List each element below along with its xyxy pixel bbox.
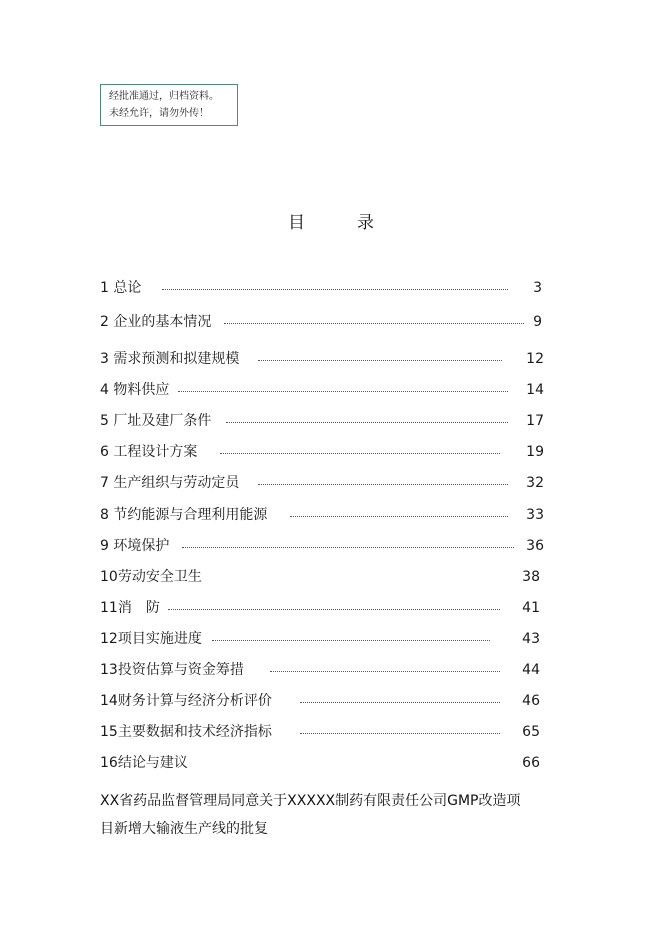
toc-entry-label: 5 厂址及建厂条件 (100, 413, 212, 429)
toc-entry-page: 14 (526, 382, 544, 398)
toc-leader-dots (168, 609, 500, 610)
title-char-2: 录 (357, 213, 374, 233)
toc-entry-label: 12项目实施进度 (100, 631, 202, 647)
toc-entry-label: 9 环境保护 (100, 538, 170, 554)
toc-leader-dots (162, 289, 508, 290)
toc-leader-dots (258, 360, 502, 361)
toc-entry-page: 33 (526, 507, 544, 523)
approval-notice-box (100, 84, 238, 126)
toc-entry[interactable] (100, 691, 546, 711)
toc-entry-page: 12 (526, 351, 544, 367)
toc-entry-label: 6 工程设计方案 (100, 444, 198, 460)
toc-entry-page: 9 (533, 314, 542, 330)
toc-entry[interactable] (100, 598, 546, 618)
toc-leader-dots (300, 702, 500, 703)
toc-leader-dots (178, 391, 508, 392)
toc-entry-page: 66 (522, 755, 540, 771)
toc-entry-label: 4 物料供应 (100, 382, 170, 398)
toc-entry-label: 16结论与建议 (100, 755, 188, 771)
toc-leader-dots (300, 733, 500, 734)
toc-leader-dots (226, 422, 508, 423)
toc-entry-label: 15主要数据和技术经济指标 (100, 724, 272, 740)
toc-entry-label: 10劳动安全卫生 (100, 569, 202, 585)
toc-entry[interactable] (100, 629, 546, 649)
toc-entry[interactable] (100, 380, 546, 400)
toc-entry-page: 36 (526, 538, 544, 554)
toc-entry-label: 13投资估算与资金筹措 (100, 662, 244, 678)
toc-entry[interactable] (100, 349, 546, 369)
toc-entry-page: 65 (522, 724, 540, 740)
toc-entry[interactable] (100, 473, 546, 493)
toc-entry-page: 19 (526, 444, 544, 460)
toc-entry-label: 11消 防 (100, 600, 160, 616)
title-char-1: 目 (288, 213, 305, 233)
approval-reference-line-1: XX省药品监督管理局同意关于XXXXX制药有限责任公司GMP改造项 (100, 793, 521, 809)
toc-entry[interactable] (100, 722, 546, 742)
toc-entry-page: 41 (522, 600, 540, 616)
toc-entry[interactable] (100, 442, 546, 462)
toc-entry-label: 3 需求预测和拟建规模 (100, 351, 240, 367)
toc-leader-dots (212, 640, 490, 641)
toc-leader-dots (182, 547, 514, 548)
toc-entry-label: 7 生产组织与劳动定员 (100, 475, 240, 491)
toc-entry[interactable] (100, 411, 546, 431)
toc-entry-page: 38 (522, 569, 540, 585)
notice-line-2: 未经允许，请勿外传！ (109, 108, 209, 119)
approval-reference (100, 787, 570, 843)
toc-entry[interactable] (100, 567, 546, 587)
toc-entry-page: 43 (522, 631, 540, 647)
toc-entry[interactable] (100, 660, 546, 680)
toc-entry-page: 17 (526, 413, 544, 429)
toc-entry-label: 1 总论 (100, 280, 142, 296)
toc-entry[interactable] (100, 505, 546, 525)
toc-entry-label: 14财务计算与经济分析评价 (100, 693, 272, 709)
toc-leader-dots (290, 516, 508, 517)
toc-leader-dots (220, 453, 500, 454)
toc-entry[interactable] (100, 536, 546, 556)
toc-entry-label: 2 企业的基本情况 (100, 314, 212, 330)
toc-entry[interactable] (100, 312, 546, 332)
notice-line-1: 经批准通过，归档资料。 (109, 91, 219, 102)
toc-leader-dots (234, 578, 500, 579)
toc-leader-dots (270, 671, 500, 672)
toc-entry-label: 8 节约能源与合理利用能源 (100, 507, 268, 523)
toc-entry-page: 3 (533, 280, 542, 296)
toc-entry-page: 46 (522, 693, 540, 709)
toc-leader-dots (200, 764, 500, 765)
toc-entry-page: 44 (522, 662, 540, 678)
toc-leader-dots (258, 484, 508, 485)
toc-entry-page: 32 (526, 475, 544, 491)
toc-leader-dots (224, 323, 524, 324)
approval-reference-line-2: 目新增大输液生产线的批复 (100, 821, 268, 837)
toc-entry[interactable] (100, 278, 546, 298)
page-title (0, 208, 662, 233)
toc-entry[interactable] (100, 753, 546, 773)
